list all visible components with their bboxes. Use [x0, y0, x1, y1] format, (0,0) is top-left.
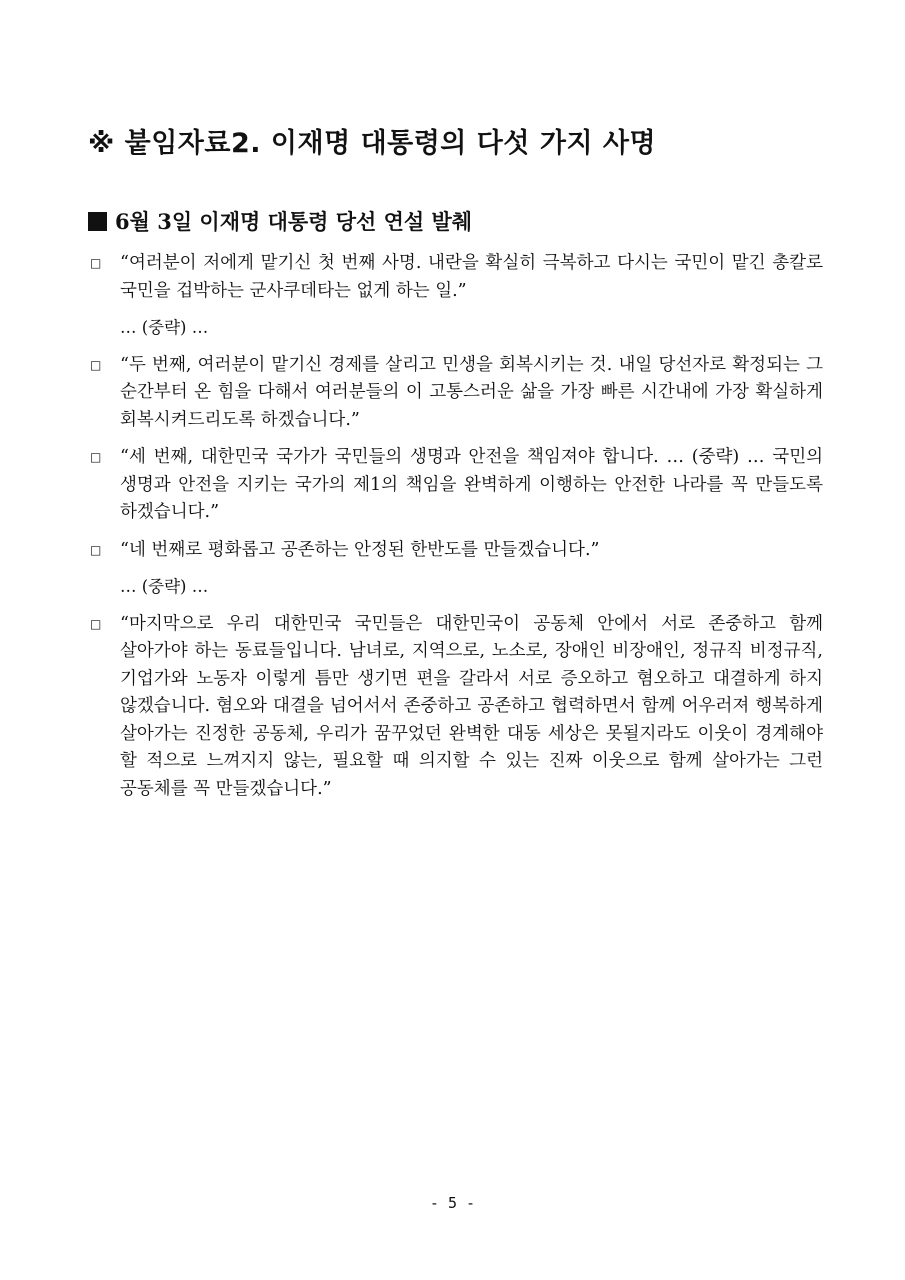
list-item: [88, 537, 823, 565]
list-item: [88, 250, 823, 305]
list-item-text: “마지막으로 우리 대한민국 국민들은 대한민국이 공동체 안에서 서로 존중하고 함께 살아가야 하는 동료들입니다. 남녀로, 지역으로, 노소로, 장애인 비장애인, 정규직 비정규직, 기업가와 노동자 이렇게 틈만 생기면 편을 갈라서 서로 증오하고 혐오하고 대결하게 하지 않겠습니다. 혐오와 대결을 넘어서서 존중하고 공존하고 협력하면서 함께 어우러져 행복하게 살아가는 진정한 공동체, 우리가 꿈꾸었던 완벽한 대동 세상은 못될지라도 이웃이 경계해야 할 적으로 느껴지지 않는, 필요할 때 의지할 수 있는 진짜 이웃으로 함께 살아가는 그런 공동체를 꼭 만들겠습니다.”: [120, 613, 823, 799]
omission-marker: … (중략) …: [120, 577, 209, 596]
section-heading-text: 6월 3일 이재명 대통령 당선 연설 발췌: [115, 209, 473, 234]
section-heading: [88, 205, 828, 239]
list-item-text: “두 번째, 여러분이 맡기신 경제를 살리고 민생을 회복시키는 것. 내일 당선자로 확정되는 그 순간부터 온 힘을 다해서 여러분들의 이 고통스러운 삶을 가장 빠른 시간내에 가장 확실하게 회복시켜드리도록 하겠습니다.”: [120, 354, 823, 430]
checkbox-square-icon: □: [90, 256, 102, 270]
omission-marker: … (중략) …: [120, 318, 209, 337]
list-item-text: “세 번째, 대한민국 국가가 국민들의 생명과 안전을 책임져야 합니다. … (중략) … 국민의 생명과 안전을 지키는 국가의 제1의 책임을 완벽하게 이행하는 안전한 나라를 꼭 만들도록 하겠습니다.”: [120, 447, 823, 522]
list-item: [88, 611, 823, 804]
list-item: [88, 352, 823, 435]
list-item-text: “여러분이 저에게 맡기신 첫 번째 사명. 내란을 확실히 극복하고 다시는 국민이 맡긴 총칼로 국민을 겁박하는 군사쿠데타는 없게 하는 일.”: [120, 253, 823, 301]
list-item-text: “네 번째로 평화롭고 공존하는 안정된 한반도를 만들겠습니다.”: [120, 539, 600, 560]
square-bullet-icon: [88, 212, 107, 231]
page-number: - 5 -: [429, 1194, 476, 1212]
speech-excerpt-list: [88, 250, 823, 803]
checkbox-square-icon: □: [90, 616, 102, 631]
document-title: ※ 붙임자료2. 이재명 대통령의 다섯 가지 사명: [88, 128, 657, 159]
checkbox-square-icon: □: [90, 450, 102, 464]
list-item: [88, 444, 823, 527]
checkbox-square-icon: □: [90, 542, 102, 557]
checkbox-square-icon: □: [90, 357, 102, 372]
